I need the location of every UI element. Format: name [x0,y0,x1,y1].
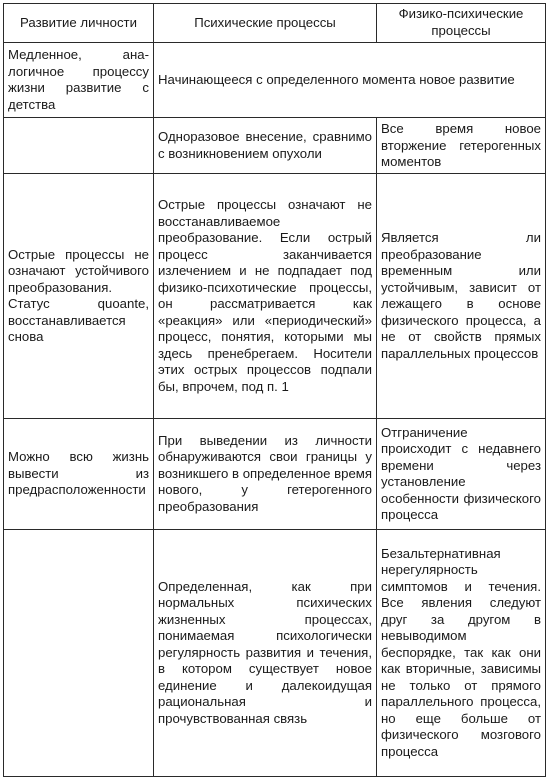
row4-personality-cell: Можно всю жизнь вывести из предрасположенности [4,419,154,529]
table-row [4,529,546,776]
table-header-row [4,4,546,43]
header-mental-processes: Психические процессы [154,4,377,43]
row1-personality-cell: Медленное, ана-логичное процессу жизни развитие с детства [4,42,154,118]
comparison-table [3,3,546,777]
table-row [4,118,546,174]
row3-mental-cell: Острые процессы означают не восстанавливаемое преобразование. Если острый процесс заканчивается излечением и не подпадает под физико-психотические процессы, он рассматривается как «реакция» или «периодический» процесс, понятия, которыми мы здесь пренебрегаем. Носители этих острых процессов подпали бы, впрочем, под п. 1 [154,174,377,419]
row2-physico-mental-cell: Все время новое вторжение гетерогенных моментов [377,118,546,174]
header-personality-development: Развитие личности [4,4,154,43]
row4-physico-mental-cell: Отграничение происходит с недавнего времени через установление особенности физического процесса [377,419,546,529]
table-row [4,42,546,118]
header-physico-mental-processes: Физико-психические процессы [377,4,546,43]
row2-mental-cell: Одноразовое внесение, сравнимо с возникновением опухоли [154,118,377,174]
row1-merged-processes-cell: Начинающееся с определенного момента новое развитие [154,42,546,118]
row5-physico-mental-cell: Безальтернативная нерегулярность симптомов и течения. Все явления следуют друг за другом в невыводимом беспорядке, так как они как вторичные, зависимы не только от прямого параллельного процесса, но еще больше от физического мозгового процесса [377,529,546,776]
table-row [4,174,546,419]
row5-mental-cell: Определенная, как при нормальных психических жизненных процессах, понимаемая психологически регулярность развития и течения, в котором существует новое единение и далекоидущая рациональная и прочувствованная связь [154,529,377,776]
row5-personality-cell [4,529,154,776]
table-row [4,419,546,529]
row3-physico-mental-cell: Является ли преобразование временным или устойчивым, зависит от лежащего в основе физического процесса, а не от свойств прямых параллельных процессов [377,174,546,419]
row4-mental-cell: При выведении из личности обнаруживаются свои границы у возникшего в определенное время нового, у гетерогенного преобразования [154,419,377,529]
row3-personality-cell: Острые процессы не означают устойчивого преобразования. Статус quoante, восстанавливается снова [4,174,154,419]
row2-personality-cell [4,118,154,174]
